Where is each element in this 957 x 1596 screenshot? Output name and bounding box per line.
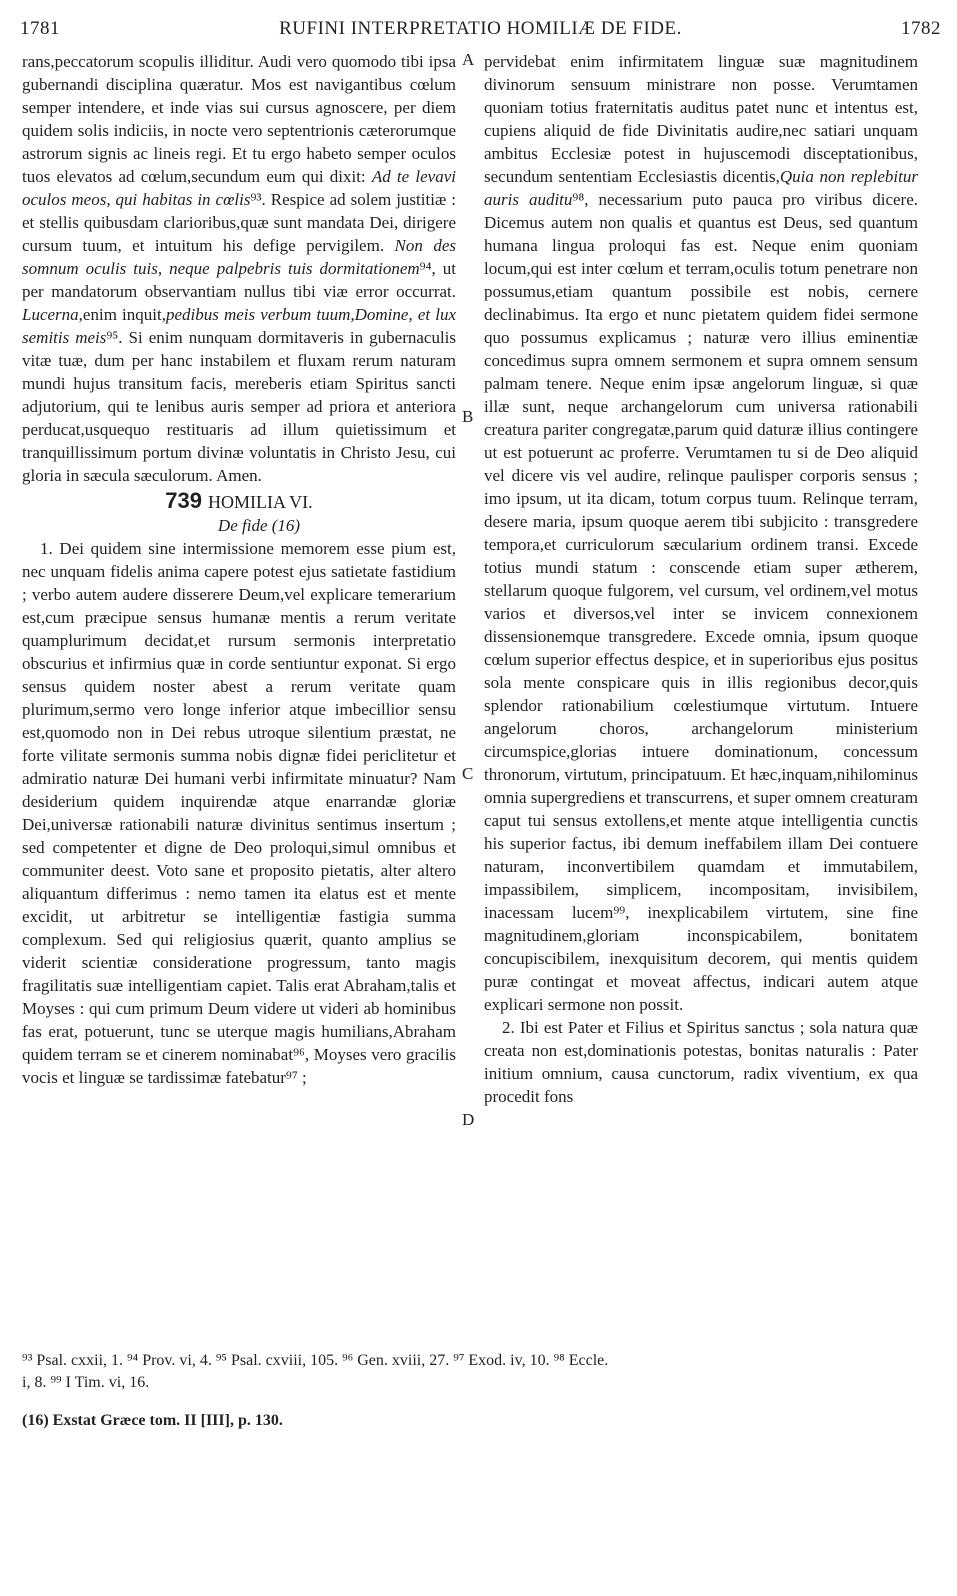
left-column (22, 50, 456, 1089)
footnote-line: i, 8. ⁹⁹ I Tim. vi, 16. (22, 1374, 150, 1391)
margin-letter-b: B (462, 407, 474, 426)
margin-letter-a: A (462, 50, 475, 69)
column-number: 739 (165, 488, 203, 513)
running-title: RUFINI INTERPRETATIO HOMILIÆ DE FIDE. (279, 18, 682, 39)
running-header (20, 18, 941, 48)
right-column (484, 50, 918, 1108)
footnote-line: ⁹³ Psal. cxxii, 1. ⁹⁴ Prov. vi, 4. ⁹⁵ Psal. cxviii, 105. ⁹⁶ Gen. xviii, 27. ⁹⁷ Exod. iv, 10. ⁹⁸ Eccle. (22, 1352, 609, 1369)
paragraph: 2. Ibi est Pater et Filius et Spiritus sanctus ; sola natura quæ creata non est,dominationis potestas, bonitas naturalis : Pater initium omnium, causa cunctorum, radix viventium, ex qua procedit fons (484, 1018, 918, 1106)
editor-note: (16) Exstat Græce tom. II [III], p. 130. (22, 1412, 283, 1429)
page-number-right: 1782 (901, 18, 941, 39)
margin-letter-c: C (462, 764, 474, 783)
homily-heading: 739 HOMILIA VI. (165, 488, 313, 513)
paragraph: 1. Dei quidem sine intermissione memorem esse pium est, nec unquam fidelis anima capere potest ejus satietate fastidium ; verbo autem audere disserere Deum,vel explicare temerarium est,cum præcipue sensus humanæ mentis a rerum veritate quamplurimum decidat,et rursum sermonis interpretatio obscurius et infirmius quæ in corde sentiuntur exponat. Si ergo sensus quidem noster abest a rerum veritate quam plurimum,sermo vero longe inferior atque imbecillior sensu est,quomodo non in Dei rebus utroque silentium præstat, ne forte vilitate sermonis summa nobis dignæ fidei periclitetur et admiratio naturæ Dei humani verbi infirmitate minuatur? Nam desiderium quidem inquirendæ atque enarrandæ gloriæ Dei,universæ rationabili naturæ divinitus sentimus insertum ; sed competenter et digne de Deo proloqui,simul omnibus et communiter deest. Voto sane et proposito pietatis, alter altero aliquantum differimus : nemo tamen ita elatus est et mente excidit, ut arbitretur se intelligentiæ fastigia summa complexum. Sed qui religiosius quærit, quanto amplius se viderit scientiæ consideratione progressum, tanto magis fragilitatis suæ intelligentiam capiet. Talis erat Abraham,talis et Moyses : qui cum primum Deum videre ut videri ab hominibus fas erat, potuerunt, tunc se uterque magis humilians,Abraham quidem terram se et cinerem nominabat⁹⁶, Moyses vero gracilis vocis et linguæ se tardissimæ fatebatur⁹⁷ ; (22, 539, 456, 1087)
homily-subtitle: De fide (16) (217, 516, 301, 535)
paragraph: rans,peccatorum scopulis illiditur. Audi vero quomodo tibi ipsa gubernandi disciplina quæratur. Mos est navigantibus cœlum semper intendere, et inde vias sui cursus agnoscere, per diem quidem solis indiciis, in nocte vero septentrionis cæterorumque astrorum signis ac lineis regi. Et tu ergo habeto semper oculos tuos elevatos ad cœlum,secundum eum qui dixit: Ad te levavi oculos meos, qui habitas in cœlis⁹³. Respice ad solem justitiæ : et stellis quibusdam clarioribus,quæ sunt mandata Dei, dirigere cursum tuum, et intuitum his defige pervigilem. Non des somnum oculis tuis, neque palpebris tuis dormitationem⁹⁴, ut per mandatorum observantiam nullus tibi viæ error occurrat. Lucerna,enim inquit,pedibus meis verbum tuum,Domine, et lux semitis meis⁹⁵. Si enim nunquam dormitaveris in gubernaculis vitæ tuæ, dum per hanc instabilem et fluxam rerum naturam mundi hujus transitum facis, mereberis etiam Spiritus sancti adjutorium, qui te lenibus auris semper ad priora et anteriora perducat,usquequo restituaris ad illum quietissimum et tranquillissimum portum divinæ voluntatis in Christo Jesu, cui gloria in sæcula sæculorum. Amen. (22, 52, 457, 485)
paragraph: pervidebat enim infirmitatem linguæ suæ magnitudinem divinorum sensuum ministrare non posse. Verumtamen quoniam totius fraternitatis auditus patet nunc et intentus est, cupiens aliquid de fide Divinitatis audire,nec satiari unquam ambitus Ecclesiæ potest in hujuscemodi disceptationibus, secundum sententiam Ecclesiastis dicentis,Quia non replebitur auris auditu⁹⁸, necessarium puto pauca pro viribus dicere. Dicemus autem non qualis et quantus est Deus, sed quantum humana lingua proloqui fas est. Neque enim quoniam locum,qui est inter cœlum et terram,oculis totum penetrare non possumus,etiam quantum possibile est nobis, cernere declinabimus. Ita ergo et nunc pietatem quidem fidei sermone quo possumus explicamus ; naturæ vero illius eminentiæ concedimus supra omnem sermonem et supra omnem sensum palmam tenere. Neque enim ipsæ angelorum linguæ, si quæ illæ sunt, neque archangelorum cum universa rationabili creatura pariter congregatæ,parum quid daturæ illius contingere ut est potuerunt ac proferre. Verumtamen tu si de Deo aliquid vel dicere vis vel audire, relinque paulisper corporis sensus ; imo ipsum, ut ita dicam, totum corpus tuum. Relinque terram, desere maria, ipsum quoque aerem tibi subjicito : transgredere tempora,et curriculorum sæcularium ordinem transi. Excede totius mundi statum : conscende etiam super ætherem, stellarum quoque fulgorem, vel cursum, vel ordinem,vel motus varios et diversos,vel inter se invicem connexionem dissensionemque transgredere. Excede omnia, ipsum quoque cœlum superior effectus despice, et in superioribus ejus positus sola mente conspicare quis in illis regionibus decor,quis splendor rationabilium cœlestiumque virtutum. Intuere angelorum choros, archangelorum ministerium circumspice,glorias intuere dominationum, concessum thronorum, virtutum, principatuum. Et hæc,inquam,nihilominus omnia supergrediens et transcurrens, et super omnem creaturam caput tui sensus extollens,et mente atque intelligentia cunctis his superior factus, ibi demum ineffabilem illam Dei contuere naturam, inconvertibilem quamdam et immutabilem, impassibilem, simplicem, incompositam, invisibilem, inacessam lucem⁹⁹, inexplicabilem virtutem, sine fine magnitudinem,gloriam inconspicabilem, bonitatem concupiscibilem, inexquisitum decorem, qui mentis quidem puræ contingat et moveat affectus, indicari autem atque explicari sermone non possit. (484, 52, 919, 1014)
page-number-left: 1781 (20, 18, 60, 39)
margin-letter-d: D (462, 1110, 475, 1129)
